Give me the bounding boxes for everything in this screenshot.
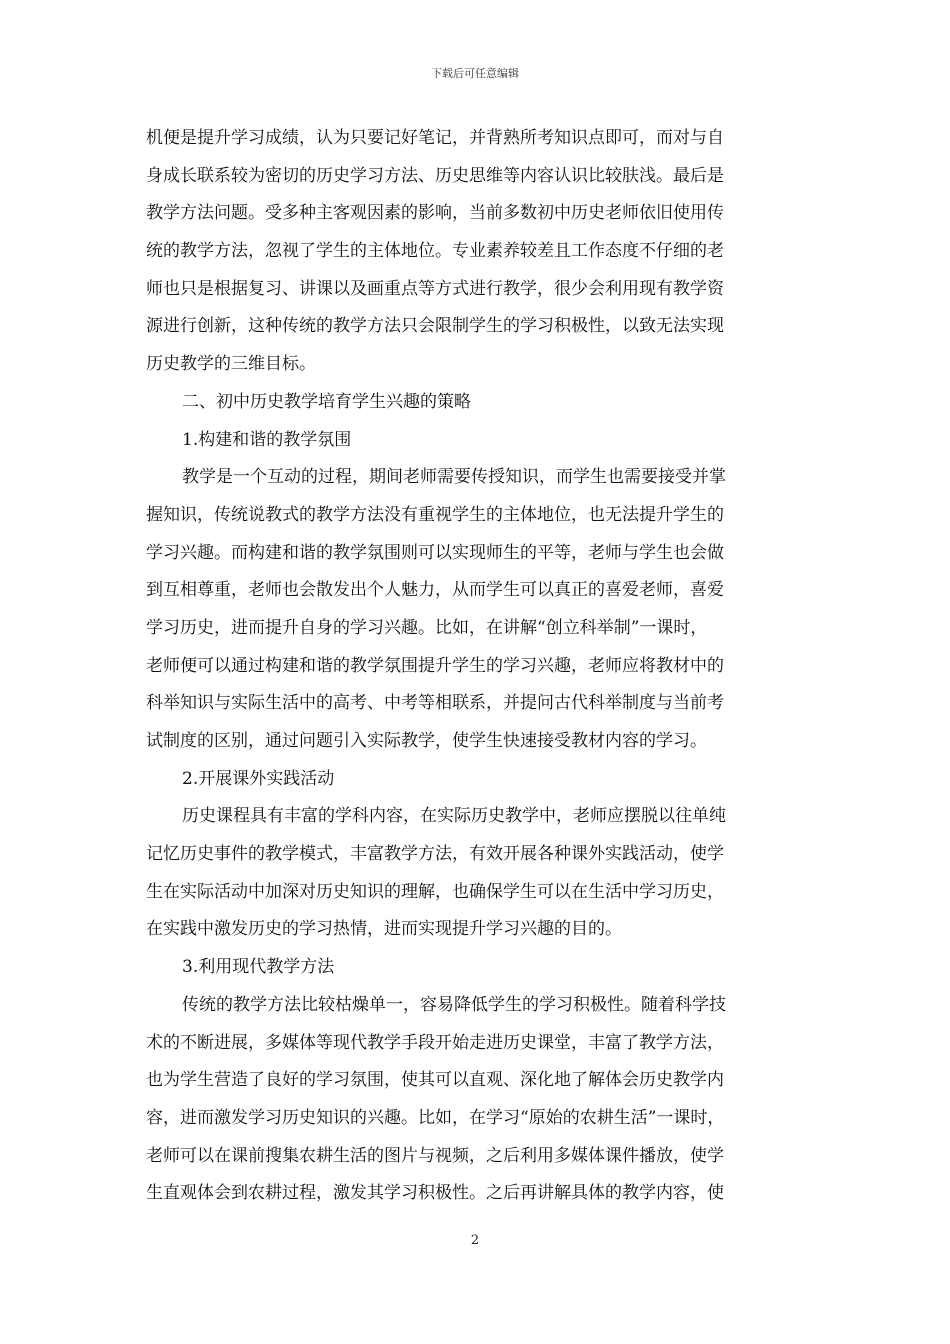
subsection-heading: 2.开展课外实践活动 [182, 768, 335, 789]
subsection-heading: 3.利用现代教学方法 [182, 957, 335, 978]
text-line: 记忆历史事件的教学模式，丰富教学方法，有效开展各种课外实践活动，使学 [146, 844, 724, 865]
text-line: 教学方法问题。受多种主客观因素的影响，当前多数初中历史老师依旧使用传 [146, 203, 724, 224]
text-line: 师也只是根据复习、讲课以及画重点等方式进行教学，很少会利用现有教学资 [146, 278, 724, 299]
paragraph-first-line: 教学是一个互动的过程，期间老师需要传授知识，而学生也需要接受并掌 [182, 467, 726, 488]
text-line: 历史教学的三维目标。 [146, 354, 316, 375]
page-header: 下载后可任意编辑 [431, 67, 519, 80]
text-line: 生在实际活动中加深对历史知识的理解，也确保学生可以在生活中学习历史， [146, 881, 724, 902]
text-line: 生直观体会到农耕过程，激发其学习积极性。之后再讲解具体的教学内容，使 [146, 1183, 724, 1204]
text-line: 源进行创新，这种传统的教学方法只会限制学生的学习积极性，以致无法实现 [146, 316, 724, 337]
text-line: 握知识，传统说教式的教学方法没有重视学生的主体地位，也无法提升学生的 [146, 504, 724, 525]
text-line: 机便是提升学习成绩，认为只要记好笔记，并背熟所考知识点即可，而对与自 [146, 128, 724, 148]
text-line: 老师便可以通过构建和谐的教学氛围提升学生的学习兴趣，老师应将教材中的 [146, 655, 724, 676]
text-line: 科举知识与实际生活中的高考、中考等相联系，并提问古代科举制度与当前考 [146, 693, 724, 714]
text-line: 到互相尊重，老师也会散发出个人魅力，从而学生可以真正的喜爱老师，喜爱 [146, 580, 724, 601]
text-line: 身成长联系较为密切的历史学习方法、历史思维等内容认识比较肤浅。最后是 [146, 165, 724, 186]
text-line: 老师可以在课前搜集农耕生活的图片与视频，之后利用多媒体课件播放，使学 [146, 1145, 724, 1166]
text-line: 容，进而激发学习历史知识的兴趣。比如，在学习“原始的农耕生活”一课时， [146, 1107, 725, 1128]
text-line: 学习兴趣。而构建和谐的教学氛围则可以实现师生的平等，老师与学生也会做 [146, 542, 724, 563]
paragraph-first-line: 传统的教学方法比较枯燥单一，容易降低学生的学习积极性。随着科学技 [182, 994, 726, 1015]
text-line: 统的教学方法，忽视了学生的主体地位。专业素养较差且工作态度不仔细的老 [146, 241, 724, 262]
section-heading: 二、初中历史教学培育学生兴趣的策略 [182, 391, 471, 412]
page-number: 2 [470, 1233, 480, 1248]
document-body [146, 120, 806, 1213]
text-line: 术的不断进展，多媒体等现代教学手段开始走进历史课堂，丰富了教学方法， [146, 1032, 724, 1053]
text-line: 也为学生营造了良好的学习氛围，使其可以直观、深化地了解体会历史教学内 [146, 1070, 724, 1091]
text-line: 试制度的区别，通过问题引入实际教学，使学生快速接受教材内容的学习。 [146, 731, 707, 751]
paragraph-first-line: 历史课程具有丰富的学科内容，在实际历史教学中，老师应摆脱以往单纯 [182, 806, 726, 827]
text-line: 在实践中激发历史的学习热情，进而实现提升学习兴趣的目的。 [146, 919, 622, 940]
text-line: 学习历史，进而提升自身的学习兴趣。比如，在讲解“创立科举制”一课时， [146, 617, 708, 638]
subsection-heading: 1.构建和谐的教学氛围 [182, 429, 352, 450]
